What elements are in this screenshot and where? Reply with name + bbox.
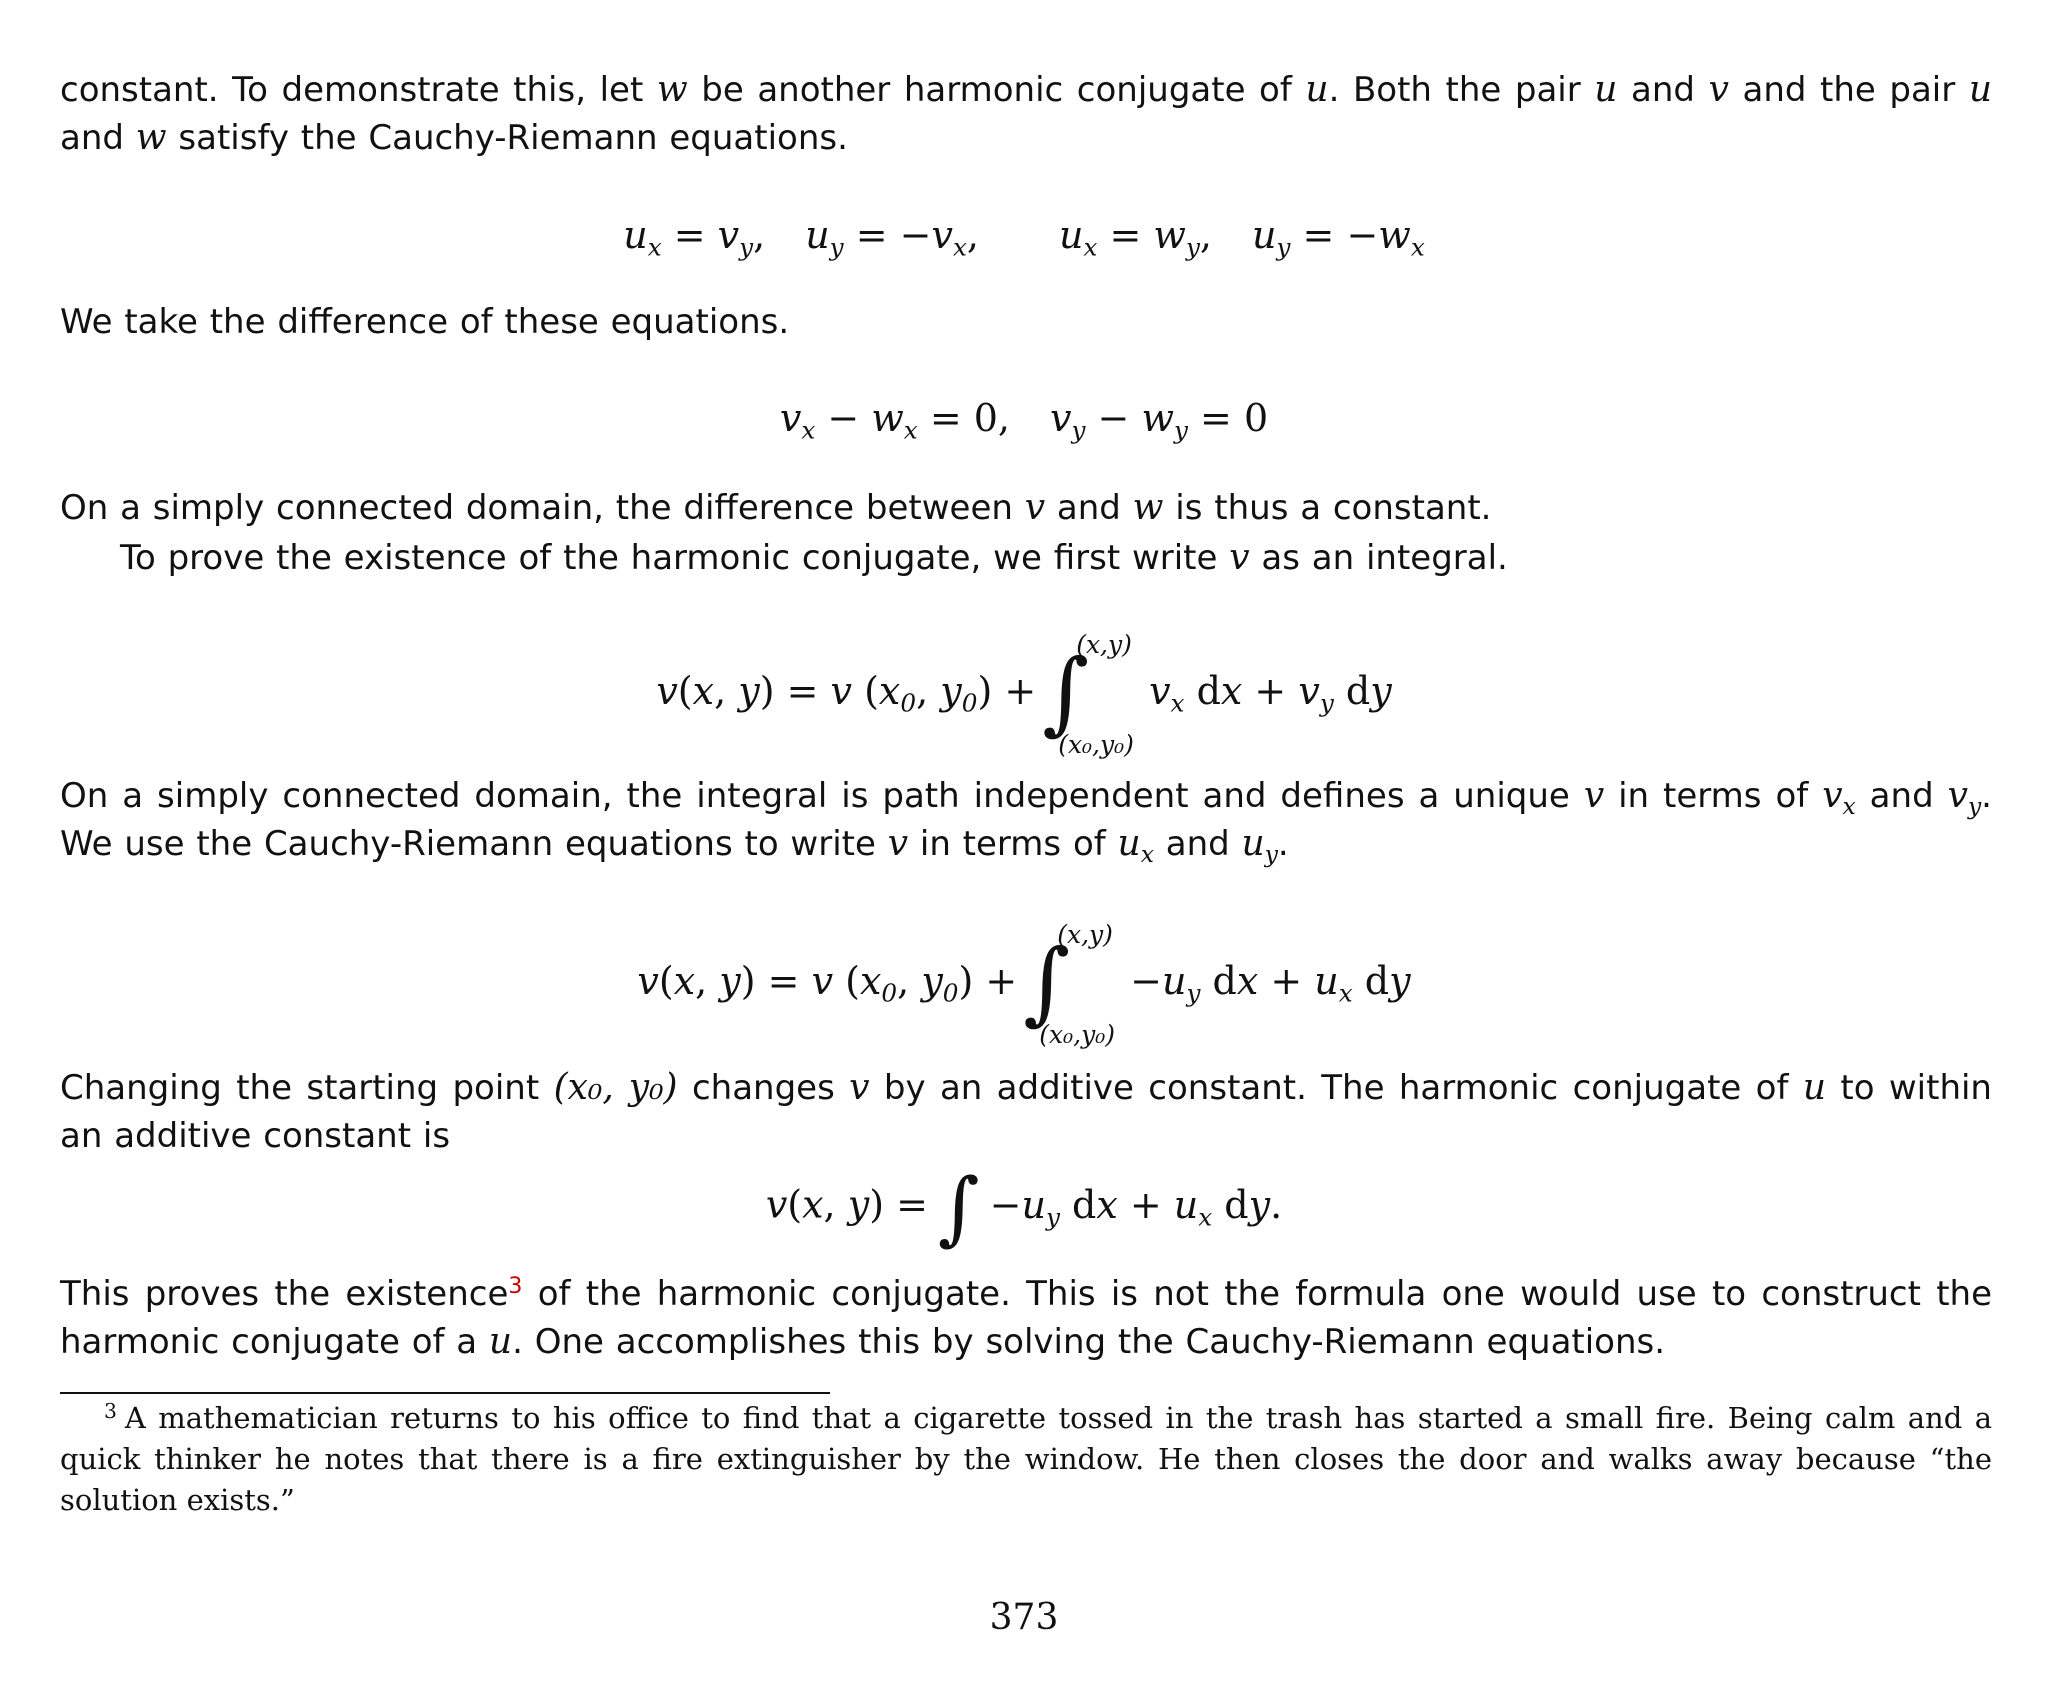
integral-sign: ∫ (x,y) (x₀,y₀) <box>1023 920 1115 1049</box>
math-w: w <box>656 69 688 110</box>
math-u: u <box>1968 69 1992 110</box>
paragraph-uniqueness: constant. To demonstrate this, let w be another harmonic conjugate of u. Both the pair u and v and the pair u and w satisfy the Cauchy-Riemann equations. <box>60 69 1992 158</box>
math-u: u <box>488 1321 513 1362</box>
equation-cauchy-riemann-pairs <box>0 205 2048 265</box>
integral-upper-limit: (x,y) <box>1057 920 1113 949</box>
math-v: v <box>1024 487 1046 528</box>
eq3-render: v(x, y) = v ($x_0$, $y_0$) + <box>656 668 1037 717</box>
math-u-y: $u_y$ <box>1241 823 1278 869</box>
paragraph-starting-point: Changing the starting point (x₀, y₀) changes v by an additive constant. The harmonic conjugate of u to within an additive constant is <box>60 1067 1992 1156</box>
paragraph-existence-intro: To prove the existence of the harmonic conjugate, we first write v as an integral. <box>120 537 1508 578</box>
paragraph-path-independence: On a simply connected domain, the integral is path independent and defines a unique v in terms of $v_x$ and $v_y$. We use the Cauchy-Riemann equations to write v in terms of $u_x$ and $u_y$. <box>60 775 1992 869</box>
equation-v-integral-vx-vy <box>0 630 2048 759</box>
math-v: v <box>887 823 909 864</box>
math-u: u <box>1305 69 1329 110</box>
footnote-text: A mathematician returns to his office to find that a cigarette tossed in the trash has started a small fire. Being calm and a quick thinker he notes that there is a fire extinguisher by the window. He then closes the door and walks away because “the solution exists.” <box>60 1401 1992 1517</box>
math-v: v <box>1229 537 1250 578</box>
eq4-integrand-render: $-u_y$ dx + $u_x$ dy <box>1130 958 1411 1007</box>
math-u-x: $u_x$ <box>1117 823 1154 869</box>
math-v: v <box>1583 775 1605 816</box>
integral-upper-limit: (x,y) <box>1076 630 1132 659</box>
paragraph-difference: We take the difference of these equations. <box>60 302 790 342</box>
eq3-integrand-render: $v_x$ dx + $v_y$ dy <box>1149 668 1392 717</box>
math-w: w <box>135 117 167 158</box>
math-v: v <box>1708 69 1729 110</box>
integral-lower-limit: (x₀,y₀) <box>1039 1020 1115 1049</box>
page-number: 373 <box>989 1597 1059 1638</box>
footnote <box>60 1398 1992 1521</box>
integral-sign: ∫ (x,y) (x₀,y₀) <box>1042 630 1134 759</box>
integral-lower-limit: (x₀,y₀) <box>1058 730 1134 759</box>
math-v-x: $v_x$ <box>1822 775 1856 821</box>
equation-v-integral-ux-uy <box>0 920 2048 1049</box>
math-w: w <box>1132 487 1164 528</box>
math-u: u <box>1802 1067 1826 1108</box>
footnote-number: 3 <box>104 1398 117 1423</box>
math-u: u <box>1594 69 1618 110</box>
equation-v-indefinite-integral <box>0 1161 2048 1254</box>
footnote-divider <box>60 1392 830 1394</box>
paragraph-existence-proof: This proves the existence$^3$ of the harmonic conjugate. This is not the formula one would use to construct the harmonic conjugate of a u. One accomplishes this by solving the Cauchy-Riemann equations. <box>60 1272 1993 1362</box>
math-v-y: $v_y$ <box>1947 775 1982 821</box>
equation-difference <box>0 388 2048 448</box>
footnote-reference-link[interactable]: 3 <box>508 1272 523 1299</box>
math-start-point: (x₀, y₀) <box>553 1067 678 1108</box>
eq5-integrand-render: $-u_y$ dx + $u_x$ dy. <box>989 1182 1283 1231</box>
integral-sign: ∫ <box>937 1161 980 1254</box>
paragraph-constant-difference: On a simply connected domain, the difference between v and w is thus a constant. <box>60 487 1492 528</box>
eq4-render: v(x, y) = v ($x_0$, $y_0$) + <box>637 958 1018 1007</box>
eq2-render: $v_x - w_x = 0$, $v_y - w_y = 0$ <box>779 396 1269 445</box>
eq5-render: v(x, y) = <box>765 1182 928 1227</box>
eq1-render: $u_x = v_y$, $u_y = -v_x$, $u_x = w_y$, $u_y = -w_x$ <box>623 213 1425 262</box>
math-v: v <box>849 1067 870 1108</box>
